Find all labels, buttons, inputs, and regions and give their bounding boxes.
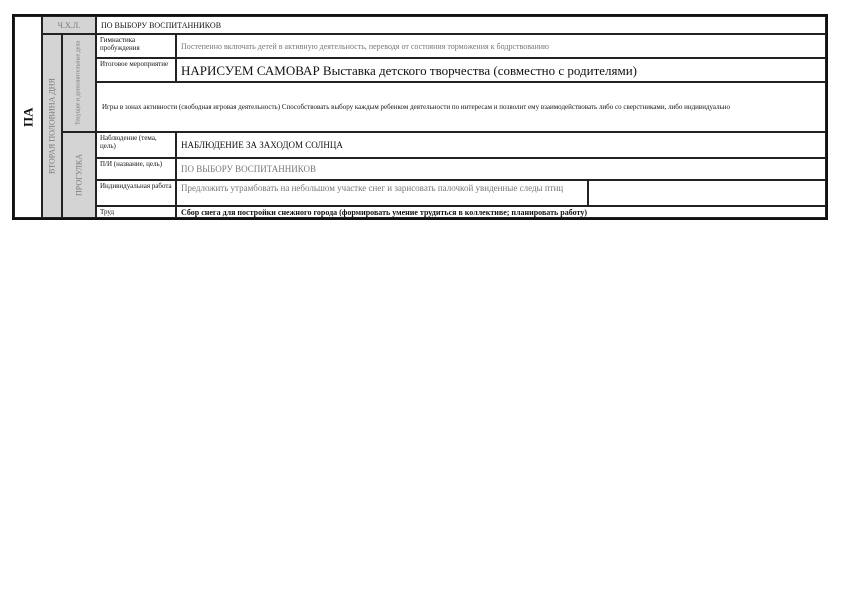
itogovoe-label: Итоговое мероприятие [100, 60, 169, 68]
nablyudenie-value: НАБЛЮДЕНИЕ ЗА ЗАХОДОМ СОЛНЦА [181, 139, 343, 150]
pi-value-cell [176, 158, 826, 180]
itogovoe-label-cell [96, 58, 176, 82]
chhl-value-cell [96, 16, 826, 34]
igry-value-cell [96, 82, 826, 132]
individ-label-cell [96, 180, 176, 206]
pi-label: П/И (название, цель) [100, 160, 163, 168]
chhl-value: ПО ВЫБОРУ ВОСПИТАННИКОВ [101, 20, 222, 30]
trud-value-cell [176, 206, 826, 218]
igry-value: Игры в зонах активности (свободная игровая деятельность) Способствовать выбору каждым ребенком деятельности по интересам и позволит ему взаимодействовать либо со сверстниками, либо индивидуально [102, 103, 731, 111]
individ-value: Предложить утрамбовать на небольшом участке снег и зарисовать палочкой увиденные следы птиц [181, 183, 564, 193]
gimnastika-label-cell [96, 34, 176, 58]
gimnastika-label: Гимнастика пробуждения [100, 36, 140, 52]
nablyudenie-value-cell [176, 132, 826, 158]
individ-value-cell [176, 180, 588, 206]
pi-label-cell [96, 158, 176, 180]
gimnastika-value-cell [176, 34, 826, 58]
pi-value: ПО ВЫБОРУ ВОСПИТАННИКОВ [181, 163, 317, 174]
individ-label: Индивидуальная работа [100, 182, 172, 190]
chhl-label: Ч.Х.Л. [57, 20, 81, 30]
gimnastika-value: Постепенно включать детей в активную деятельность, переводя от состояния торможения к бодрствованию [181, 41, 549, 51]
trud-label-cell [96, 206, 176, 218]
itogovoe-value: НАРИСУЕМ САМОВАР Выставка детского творчества (совместно с родителями) [181, 62, 638, 78]
second-half-day-label: ВТОРАЯ ПОЛОВИНА ДНЯ [47, 78, 57, 174]
chhl-label-cell [42, 16, 96, 34]
section-pa-label: ПА [20, 107, 36, 127]
walk-cell [62, 132, 96, 218]
individ-empty-cell [588, 180, 826, 206]
plan-table [12, 14, 828, 220]
walk-label: ПРОГУЛКА [74, 153, 84, 197]
current-tasks-label: Текущие и дополнительные дела [75, 40, 82, 126]
current-tasks-cell [62, 34, 96, 132]
trud-label: Труд [100, 208, 115, 216]
nablyudenie-label: Наблюдение (тема, цель) [100, 134, 157, 150]
trud-value: Сбор снега для постройки снежного города (формировать умение трудиться в коллективе; планировать работу) [181, 207, 587, 217]
nablyudenie-label-cell [96, 132, 176, 158]
itogovoe-value-cell [176, 58, 826, 82]
second-half-day-cell [42, 34, 62, 218]
section-pa-cell [14, 16, 42, 218]
